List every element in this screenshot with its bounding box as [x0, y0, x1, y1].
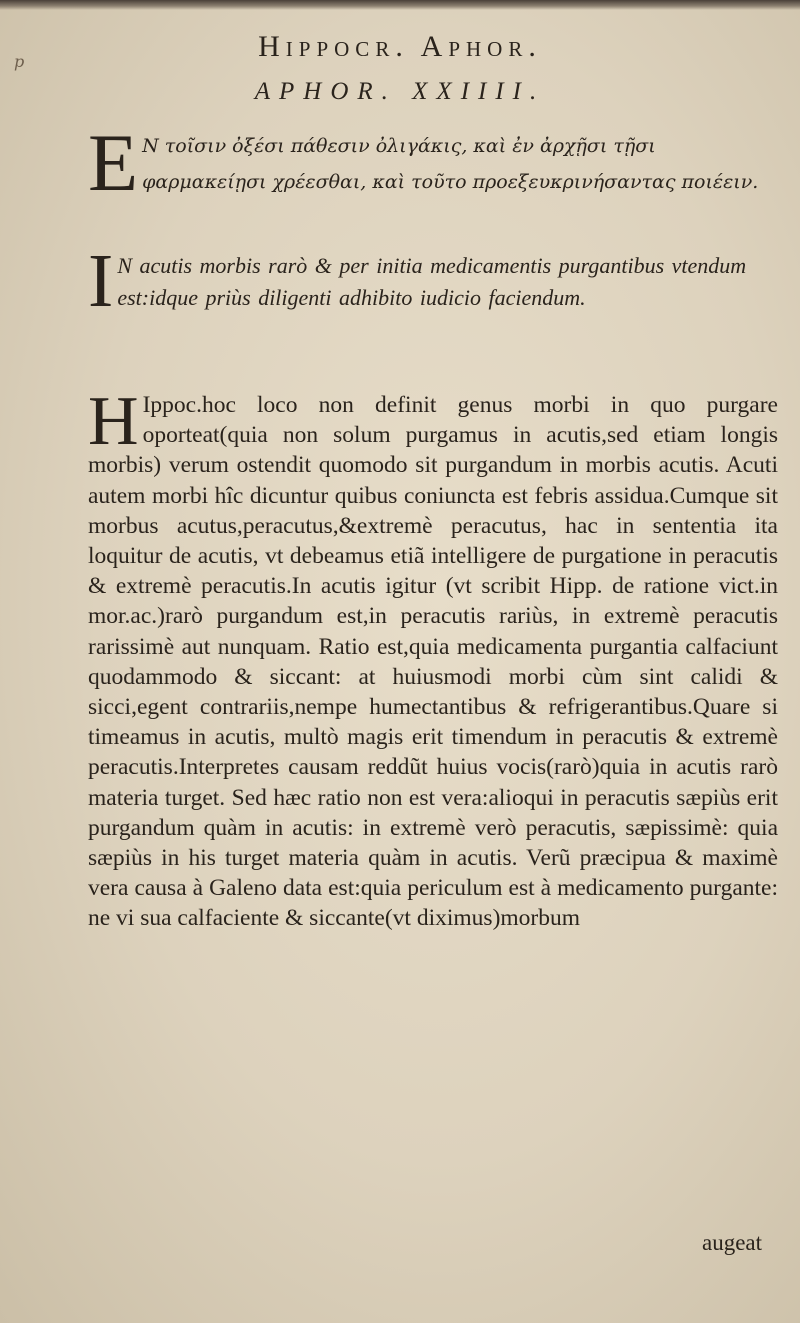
- commentary: [88, 383, 778, 934]
- aphorism-title: APHOR. XXIIII.: [254, 78, 546, 105]
- margin-mark: p: [14, 52, 25, 71]
- catchword: augeat: [701, 1230, 762, 1255]
- latin-initial: I: [88, 239, 114, 323]
- greek-text: Ν τοῖσιν ὀξέσι πάθεσιν ὀλιγάκις, καὶ ἐν ἀρχῇσι τῇσι φαρμακείῃσι χρέεσθαι, καὶ τοῦτο προεξευκρινήσαντας ποιέειν.: [142, 135, 759, 193]
- latin-text: N acutis morbis rarò & per initia medicamentis purgantibus vtendum est:idque priùs diligenti adhibito iudicio faciendum.: [117, 253, 747, 310]
- page-top-edge: [0, 0, 800, 10]
- commentary-text: Ippoc.hoc loco non definit genus morbi in quo purgare oporteat(quia non solum purgamus in acutis,sed etiam longis morbis) verum ostendit quomodo sit purgandum in morbis acutis. Acuti autem morbi hîc dicuntur quibus coniuncta est febris assidua.Cumque sit morbus acutus,peracutus,&extremè peracutus, hac in sententia ita loquitur de acutis, vt debeamus etiã intelligere de purgatione in peracutis & extremè peracutis.In acutis igitur (vt scribit Hipp. de ratione vict.in mor.ac.)rarò purgandum est,in peracutis rariùs, in extremè peracutis rarissimè aut nunquam. Ratio est,quia medicamenta purgantia calfaciunt quodammodo & siccant: at huiusmodi morbi cùm sint calidi & sicci,egent contrariis,nempe humectantibus & refrigerantibus.Quare si timeamus in acutis, multò magis erit timendum in peracutis & extremè peracutis.Interpretes causam reddũt huius vocis(rarò)quia in acutis rarò materia turget. Sed hæc ratio non est vera:alioqui in peracutis sæpiùs erit purgandum quàm in acutis: in extremè verò peracutis, sæpissimè: quia sæpiùs in his turget materia quàm in acutis. Verũ præcipua & maximè vera causa à Galeno data est:quia periculum est à medicamento purgante: ne vi sua calfaciente & siccante(vt diximus)morbum: [88, 392, 778, 932]
- greek-initial: E: [88, 117, 139, 208]
- greek-aphorism: [88, 117, 770, 208]
- running-head: Hippocr. Aphor.: [258, 30, 542, 63]
- commentary-initial: H: [88, 383, 139, 460]
- latin-translation: [88, 239, 770, 323]
